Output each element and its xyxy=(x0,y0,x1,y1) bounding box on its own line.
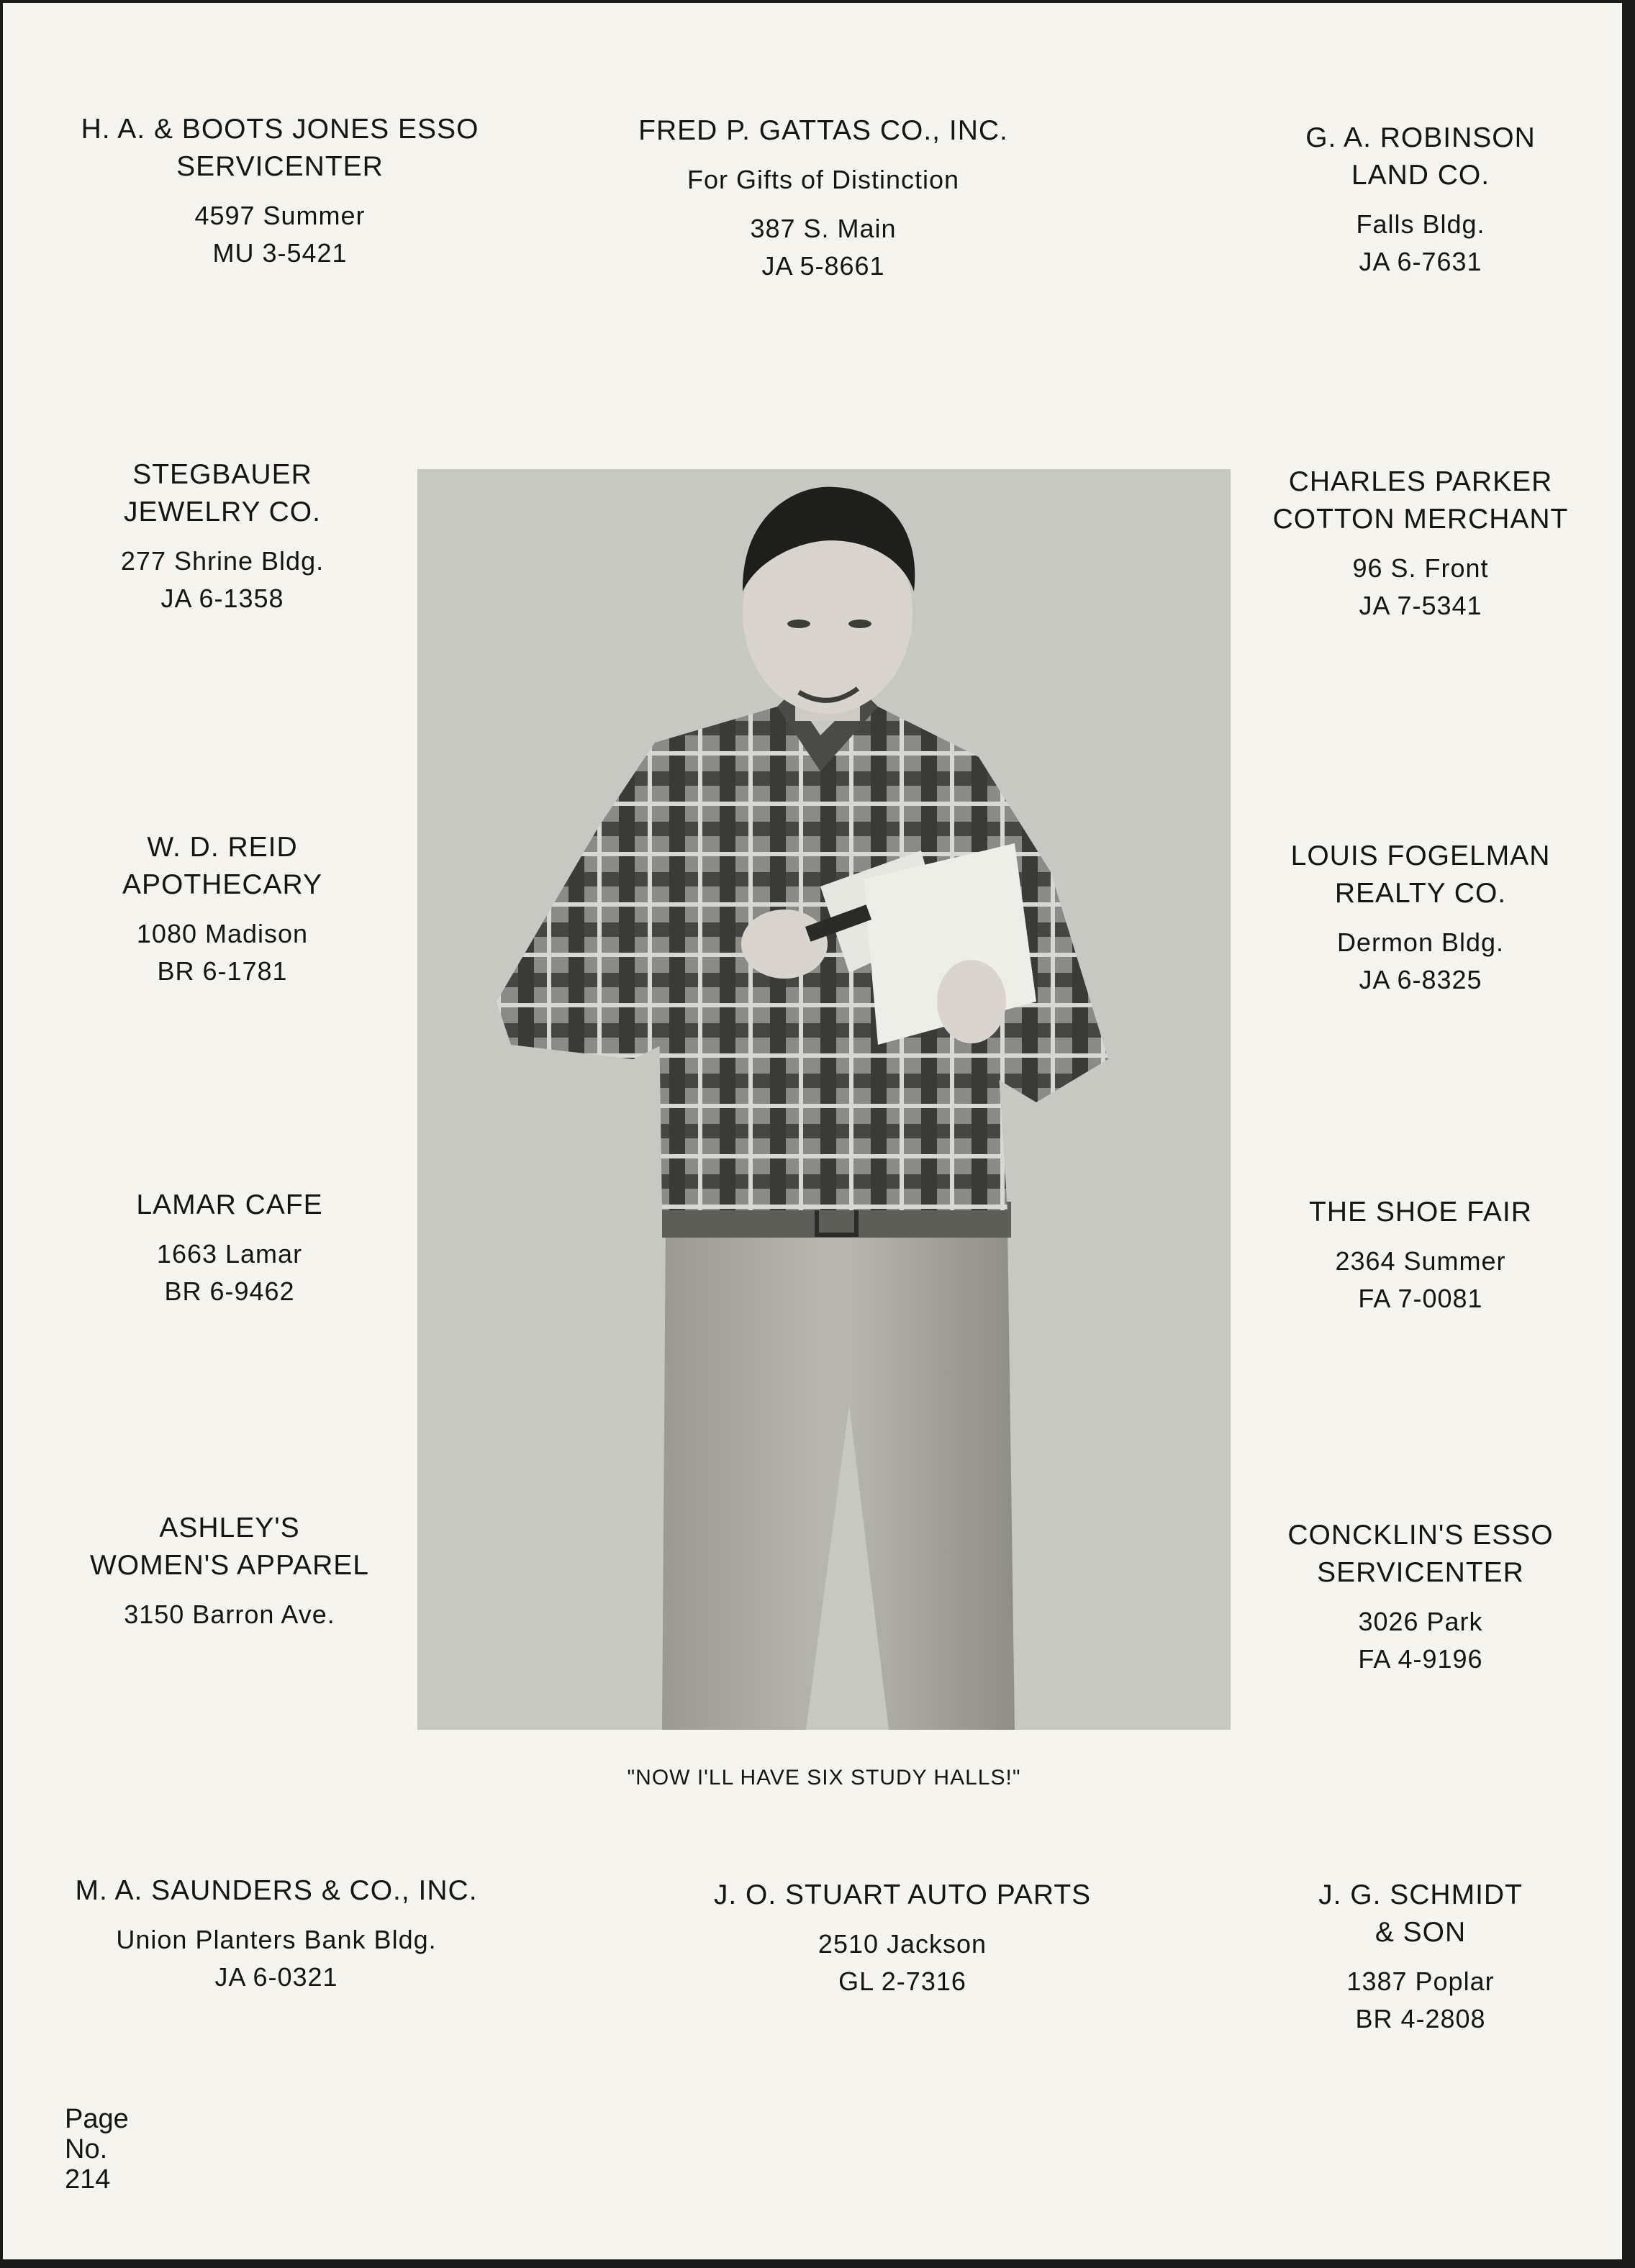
ad-name: H. A. & BOOTS JONES ESSO xyxy=(81,114,479,145)
ad-phone: JA 6-8325 xyxy=(1359,965,1482,994)
ad-address: 1387 Poplar xyxy=(1346,1967,1495,1996)
ad-name: STEGBAUER xyxy=(132,459,312,490)
ad-phone: FA 7-0081 xyxy=(1358,1284,1483,1313)
ad-address: 1663 Lamar xyxy=(156,1239,303,1269)
ad-name: W. D. REID xyxy=(147,832,298,863)
ad-address: 3150 Barron Ave. xyxy=(124,1600,335,1629)
ad-name: J. O. STUART AUTO PARTS xyxy=(713,1879,1092,1910)
ad-address: 2364 Summer xyxy=(1335,1246,1506,1276)
ad-address: 1080 Madison xyxy=(136,919,309,948)
ad-fogelman xyxy=(1248,838,1593,999)
ad-name: REALTY CO. xyxy=(1334,878,1507,909)
ad-name: M. A. SAUNDERS & CO., INC. xyxy=(75,1875,478,1906)
ad-name: SERVICENTER xyxy=(176,151,384,182)
ad-gattas xyxy=(571,112,1075,285)
ad-address: Falls Bldg. xyxy=(1356,209,1485,239)
yearbook-page xyxy=(3,3,1622,2259)
ad-name: J. G. SCHMIDT xyxy=(1318,1879,1523,1910)
ad-name: CHARLES PARKER xyxy=(1288,466,1553,497)
ad-name: COTTON MERCHANT xyxy=(1272,504,1569,535)
ad-ashley xyxy=(46,1510,413,1633)
ad-address: 387 S. Main xyxy=(750,214,897,243)
ad-name: LAMAR CAFE xyxy=(136,1189,323,1220)
ad-slogan: For Gifts of Distinction xyxy=(687,165,960,194)
ad-address: 2510 Jackson xyxy=(818,1929,987,1959)
ad-name: CONCKLIN'S ESSO xyxy=(1287,1520,1554,1551)
ad-phone: MU 3-5421 xyxy=(212,238,348,268)
ad-name: THE SHOE FAIR xyxy=(1309,1197,1532,1228)
ad-phone: BR 6-9462 xyxy=(164,1276,295,1306)
ad-shoe-fair xyxy=(1248,1194,1593,1317)
ad-address: 277 Shrine Bldg. xyxy=(120,546,325,576)
ad-phone: JA 7-5341 xyxy=(1359,591,1482,620)
page-number-label: Page xyxy=(65,2104,129,2134)
page-number xyxy=(65,2104,129,2195)
ad-name: JEWELRY CO. xyxy=(124,496,321,527)
ad-name: & SON xyxy=(1374,1917,1467,1948)
ad-name: FRED P. GATTAS CO., INC. xyxy=(638,115,1008,146)
photo-caption: "NOW I'LL HAVE SIX STUDY HALLS!" xyxy=(627,1766,1021,1790)
ad-stuart-auto-parts xyxy=(643,1877,1161,2000)
ad-phone: FA 4-9196 xyxy=(1358,1644,1483,1674)
ad-charles-parker xyxy=(1248,463,1593,625)
student-photo xyxy=(417,469,1231,1730)
ad-name: WOMEN'S APPAREL xyxy=(90,1550,369,1581)
ad-stegbauer xyxy=(46,456,399,617)
ad-address: 96 S. Front xyxy=(1352,553,1489,583)
ad-address: Union Planters Bank Bldg. xyxy=(116,1925,437,1954)
ad-phone: JA 6-1358 xyxy=(160,584,284,613)
ad-phone: BR 4-2808 xyxy=(1355,2004,1486,2033)
ad-phone: BR 6-1781 xyxy=(157,956,288,986)
ad-schmidt xyxy=(1248,1877,1593,2038)
ad-address: 3026 Park xyxy=(1358,1607,1483,1636)
ad-name: SERVICENTER xyxy=(1317,1557,1524,1588)
ad-robinson xyxy=(1226,119,1615,281)
ad-phone: JA 6-0321 xyxy=(214,1962,338,1992)
ad-name: APOTHECARY xyxy=(122,869,322,900)
ad-address: Dermon Bldg. xyxy=(1336,927,1505,957)
ad-phone: GL 2-7316 xyxy=(838,1967,966,1996)
ad-name: LAND CO. xyxy=(1351,160,1490,191)
ad-concklin-esso xyxy=(1248,1517,1593,1678)
ad-boots-jones-esso xyxy=(46,111,514,272)
ad-name: LOUIS FOGELMAN xyxy=(1290,840,1551,871)
page-number-value: 214 xyxy=(65,2164,111,2195)
ad-name: G. A. ROBINSON xyxy=(1305,122,1536,153)
page-number-abbrev: No. xyxy=(65,2134,108,2164)
ad-lamar-cafe xyxy=(46,1187,413,1310)
ad-saunders xyxy=(46,1872,507,1996)
ad-address: 4597 Summer xyxy=(194,201,366,230)
student-photo-illustration xyxy=(417,469,1231,1730)
ad-phone: JA 6-7631 xyxy=(1359,247,1482,276)
ad-name: ASHLEY'S xyxy=(159,1512,300,1543)
ad-phone: JA 5-8661 xyxy=(761,251,885,281)
ad-reid xyxy=(46,829,399,990)
